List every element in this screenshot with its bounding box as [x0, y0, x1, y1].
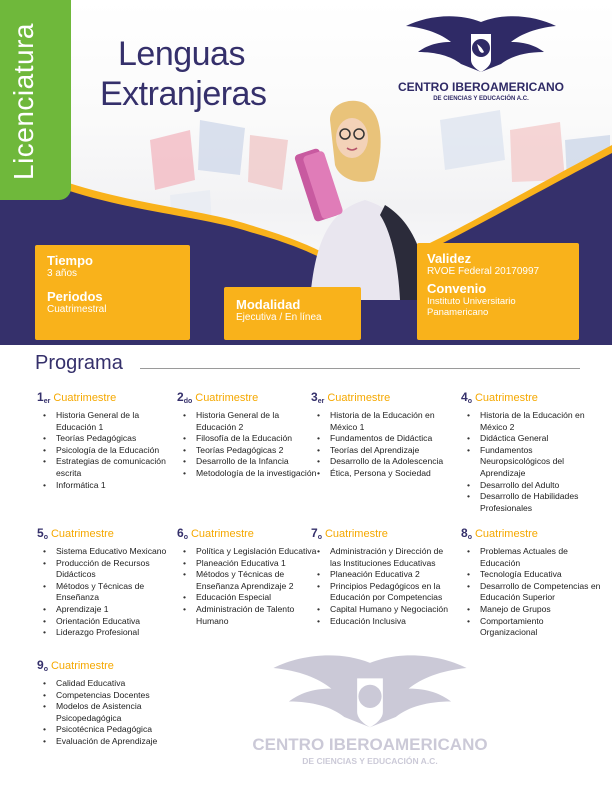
subject-item: • Desarrollo de la Adolescencia: [311, 456, 451, 468]
cuatrimestre-label: Cuatrimestre: [327, 392, 391, 404]
periodos-label: Periodos: [47, 289, 103, 304]
subject-item: • Metodología de la investigación: [177, 468, 317, 480]
subject-item: • Sistema Educativo Mexicano: [37, 546, 177, 558]
subject-item: • Principios Pedagógicos en la Educación por Competencias: [311, 581, 451, 604]
info-box-validez: [417, 243, 579, 340]
subject-item: • Evaluación de Aprendizaje: [37, 736, 177, 748]
subject-item: • Métodos y Técnicas de Enseñanza Aprendizaje 2: [177, 569, 317, 592]
tiempo-label: Tiempo: [47, 253, 93, 268]
cuatrimestre-suffix: do: [183, 398, 193, 405]
subject-item: • Capital Humano y Negociación: [311, 604, 451, 616]
cuatrimestre-7: [311, 526, 451, 627]
subject-item: • Competencias Docentes: [37, 690, 177, 702]
cuatrimestre-label: Cuatrimestre: [324, 528, 388, 540]
cuatrimestre-label: Cuatrimestre: [474, 528, 538, 540]
cuatrimestre-number: 5: [37, 526, 44, 540]
subject-item: • Producción de Recursos Didácticos: [37, 558, 177, 581]
subject-item: • Fundamentos de Didáctica: [311, 433, 451, 445]
cuatrimestre-8: [461, 526, 601, 639]
subject-item: • Calidad Educativa: [37, 678, 177, 690]
cuatrimestre-number: 4: [461, 390, 468, 404]
subject-item: • Filosofía de la Educación: [177, 433, 317, 445]
tiempo-value: 3 años: [47, 268, 78, 279]
licenciatura-bar: [0, 0, 71, 200]
subject-item: • Comportamiento Organizacional: [461, 616, 601, 639]
page-title: [100, 34, 266, 114]
cuatrimestre-6: [177, 526, 317, 627]
convenio-value: Instituto Universitario Panamericano: [427, 296, 516, 318]
institution-logo: [396, 12, 566, 108]
periodos-value: Cuatrimestral: [47, 304, 107, 315]
subject-item: • Problemas Actuales de Educación: [461, 546, 601, 569]
subject-list: [311, 546, 451, 627]
cuatrimestre-number: 2: [177, 390, 184, 404]
modalidad-label: Modalidad: [236, 297, 301, 312]
logo-name: CENTRO IBEROAMERICANO: [397, 80, 564, 94]
subject-item: • Educación Inclusiva: [311, 616, 451, 628]
subject-item: • Historia de la Educación en México 1: [311, 410, 451, 433]
cuatrimestre-label: Cuatrimestre: [195, 392, 259, 404]
subject-item: • Liderazgo Profesional: [37, 627, 177, 639]
subject-item: • Modelos de Asistencia Psicopedagógica: [37, 701, 177, 724]
watermark-subtitle: DE CIENCIAS Y EDUCACIÓN A.C.: [302, 756, 438, 766]
subject-item: • Psicología de la Educación: [37, 445, 177, 457]
subject-item: • Teorías Pedagógicas 2: [177, 445, 317, 457]
cuatrimestre-label: Cuatrimestre: [190, 528, 254, 540]
subject-item: • Desarrollo de Competencias en Educación Superior: [461, 581, 601, 604]
cuatrimestre-suffix: o: [467, 398, 472, 405]
subject-item: • Historia General de la Educación 2: [177, 410, 317, 433]
modalidad-value: Ejecutiva / En línea: [236, 312, 322, 323]
cuatrimestre-number: 8: [461, 526, 468, 540]
subject-item: • Teorías del Aprendizaje: [311, 445, 451, 457]
eagle-icon: [396, 12, 566, 78]
subject-item: • Métodos y Técnicas de Enseñanza: [37, 581, 177, 604]
programa-divider: [140, 368, 580, 369]
subject-item: • Desarrollo del Adulto: [461, 480, 601, 492]
subject-list: [177, 546, 317, 627]
info-box-tiempo: [35, 245, 190, 340]
validez-label: Validez: [427, 251, 472, 266]
title-line-1: Lenguas: [118, 35, 245, 73]
info-box-modalidad: [224, 287, 361, 340]
subject-list: [177, 410, 317, 480]
subject-item: • Tecnología Educativa: [461, 569, 601, 581]
subject-list: [311, 410, 451, 480]
subject-item: • Psicotécnica Pedagógica: [37, 724, 177, 736]
subject-item: • Administración de Talento Humano: [177, 604, 317, 627]
cuatrimestre-suffix: o: [183, 534, 188, 541]
subject-item: • Desarrollo de Habilidades Profesionales: [461, 491, 601, 514]
subject-list: [461, 410, 601, 514]
subject-item: • Didáctica General: [461, 433, 601, 445]
cuatrimestre-label: Cuatrimestre: [50, 660, 114, 672]
watermark-name: CENTRO IBEROAMERICANO: [252, 735, 488, 754]
subject-item: • Fundamentos Neuropsicológicos del Aprendizaje: [461, 445, 601, 480]
subject-item: • Política y Legislación Educativa: [177, 546, 317, 558]
subject-item: • Desarrollo de la Infancia: [177, 456, 317, 468]
subject-item: • Aprendizaje 1: [37, 604, 177, 616]
cuatrimestre-4: [461, 390, 601, 514]
subject-list: [37, 678, 177, 748]
cuatrimestre-suffix: o: [317, 534, 322, 541]
watermark-eagle-icon: [250, 650, 490, 735]
cuatrimestre-number: 9: [37, 658, 44, 672]
cuatrimestre-3: [311, 390, 451, 480]
cuatrimestre-label: Cuatrimestre: [474, 392, 538, 404]
logo-subtitle: DE CIENCIAS Y EDUCACIÓN A.C.: [433, 96, 529, 102]
programa-heading: Programa: [35, 352, 123, 374]
cuatrimestre-number: 6: [177, 526, 184, 540]
cuatrimestre-label: Cuatrimestre: [50, 528, 114, 540]
cuatrimestre-suffix: o: [467, 534, 472, 541]
subject-item: • Planeación Educativa 1: [177, 558, 317, 570]
cuatrimestre-suffix: o: [43, 534, 48, 541]
cuatrimestre-suffix: o: [43, 666, 48, 673]
watermark-logo: [250, 650, 490, 775]
subject-item: • Ética, Persona y Sociedad: [311, 468, 451, 480]
cuatrimestre-1: [37, 390, 177, 491]
subject-list: [37, 546, 177, 639]
cuatrimestre-suffix: er: [317, 398, 325, 405]
licenciatura-label: Licenciatura: [8, 23, 39, 180]
cuatrimestre-5: [37, 526, 177, 639]
convenio-label: Convenio: [427, 281, 487, 296]
subject-item: • Administración y Dirección de las Instituciones Educativas: [311, 546, 451, 569]
validez-value: RVOE Federal 20170997: [427, 266, 540, 277]
cuatrimestre-number: 1: [37, 390, 44, 404]
subject-item: • Informática 1: [37, 480, 177, 492]
subject-item: • Manejo de Grupos: [461, 604, 601, 616]
cuatrimestre-number: 7: [311, 526, 318, 540]
subject-item: • Historia de la Educación en México 2: [461, 410, 601, 433]
cuatrimestre-label: Cuatrimestre: [53, 392, 117, 404]
subject-list: [461, 546, 601, 639]
subject-item: • Teorías Pedagógicas: [37, 433, 177, 445]
subject-item: • Estrategias de comunicación escrita: [37, 456, 177, 479]
cuatrimestre-2: [177, 390, 317, 480]
subject-item: • Educación Especial: [177, 592, 317, 604]
cuatrimestre-number: 3: [311, 390, 318, 404]
subject-item: • Historia General de la Educación 1: [37, 410, 177, 433]
subject-list: [37, 410, 177, 491]
cuatrimestre-suffix: er: [43, 398, 51, 405]
subject-item: • Planeación Educativa 2: [311, 569, 451, 581]
subject-item: • Orientación Educativa: [37, 616, 177, 628]
title-line-2: Extranjeras: [100, 75, 267, 113]
cuatrimestre-9: [37, 658, 177, 748]
